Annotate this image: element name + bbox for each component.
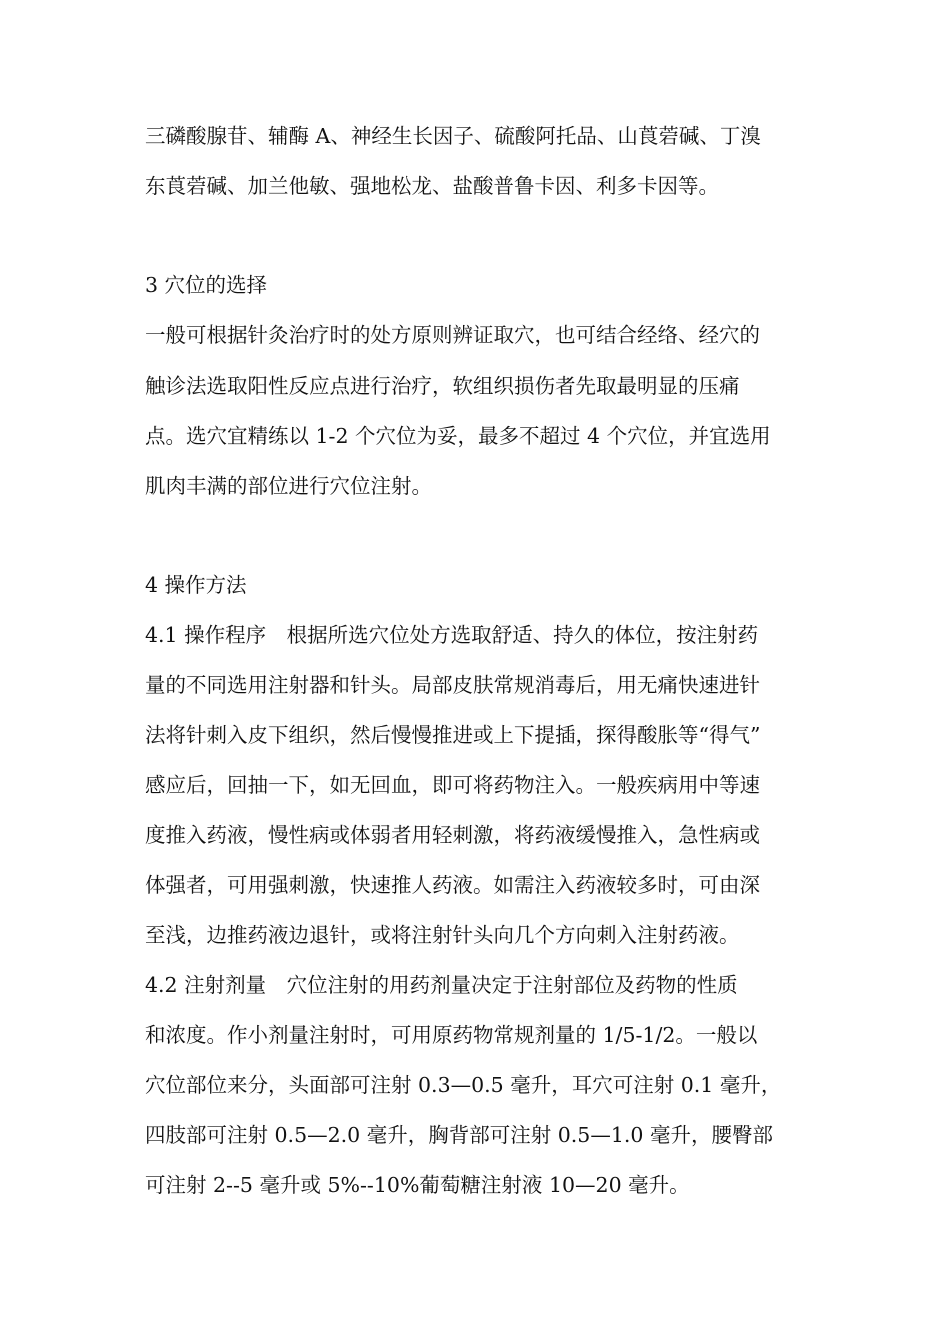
paragraph-drug-list-line-1: 三磷酸腺苷、辅酶 A、神经生长因子、硫酸阿托品、山莨菪碱、丁溴	[145, 124, 761, 148]
paragraph-drug-list-line-2: 东莨菪碱、加兰他敏、强地松龙、盐酸普鲁卡因、利多卡因等。	[145, 174, 719, 198]
section-4-2-line-4: 四肢部可注射 0.5—2.0 毫升，胸背部可注射 0.5—1.0 毫升，腰臀部	[145, 1123, 773, 1147]
section-4-1-line-3: 法将针刺入皮下组织，然后慢慢推进或上下提插，探得酸胀等“得气”	[145, 723, 761, 747]
section-4-heading: 4 操作方法	[145, 573, 247, 597]
section-4-2-line-5: 可注射 2--5 毫升或 5%--10%葡萄糖注射液 10—20 毫升。	[145, 1173, 690, 1197]
section-4-1-line-1: 4.1 操作程序 根据所选穴位处方选取舒适、持久的体位，按注射药	[145, 623, 759, 647]
section-4-2-line-3: 穴位部位来分，头面部可注射 0.3—0.5 毫升，耳穴可注射 0.1 毫升，	[145, 1073, 782, 1097]
section-3-body-line-1: 一般可根据针灸治疗时的处方原则辨证取穴，也可结合经络、经穴的	[145, 323, 760, 347]
section-4-1-line-6: 体强者，可用强刺激，快速推人药液。如需注入药液较多时，可由深	[145, 873, 760, 897]
section-3-heading: 3 穴位的选择	[145, 273, 268, 297]
section-3-body-line-3: 点。选穴宜精练以 1-2 个穴位为妥，最多不超过 4 个穴位，并宜选用	[145, 424, 771, 448]
section-4-2-line-1: 4.2 注射剂量 穴位注射的用药剂量决定于注射部位及药物的性质	[145, 973, 738, 997]
section-3-body-line-2: 触诊法选取阳性反应点进行治疗，软组织损伤者先取最明显的压痛	[145, 374, 740, 398]
section-4-1-line-7: 至浅，边推药液边退针，或将注射针头向几个方向刺入注射药液。	[145, 923, 740, 947]
section-3-body-line-4: 肌肉丰满的部位进行穴位注射。	[145, 474, 432, 498]
section-4-1-line-5: 度推入药液，慢性病或体弱者用轻刺激，将药液缓慢推入，急性病或	[145, 823, 760, 847]
section-4-2-line-2: 和浓度。作小剂量注射时，可用原药物常规剂量的 1/5-1/2。一般以	[145, 1023, 758, 1047]
section-4-1-line-2: 量的不同选用注射器和针头。局部皮肤常规消毒后，用无痛快速进针	[145, 673, 760, 697]
section-4-1-line-4: 感应后，回抽一下，如无回血，即可将药物注入。一般疾病用中等速	[145, 773, 760, 797]
